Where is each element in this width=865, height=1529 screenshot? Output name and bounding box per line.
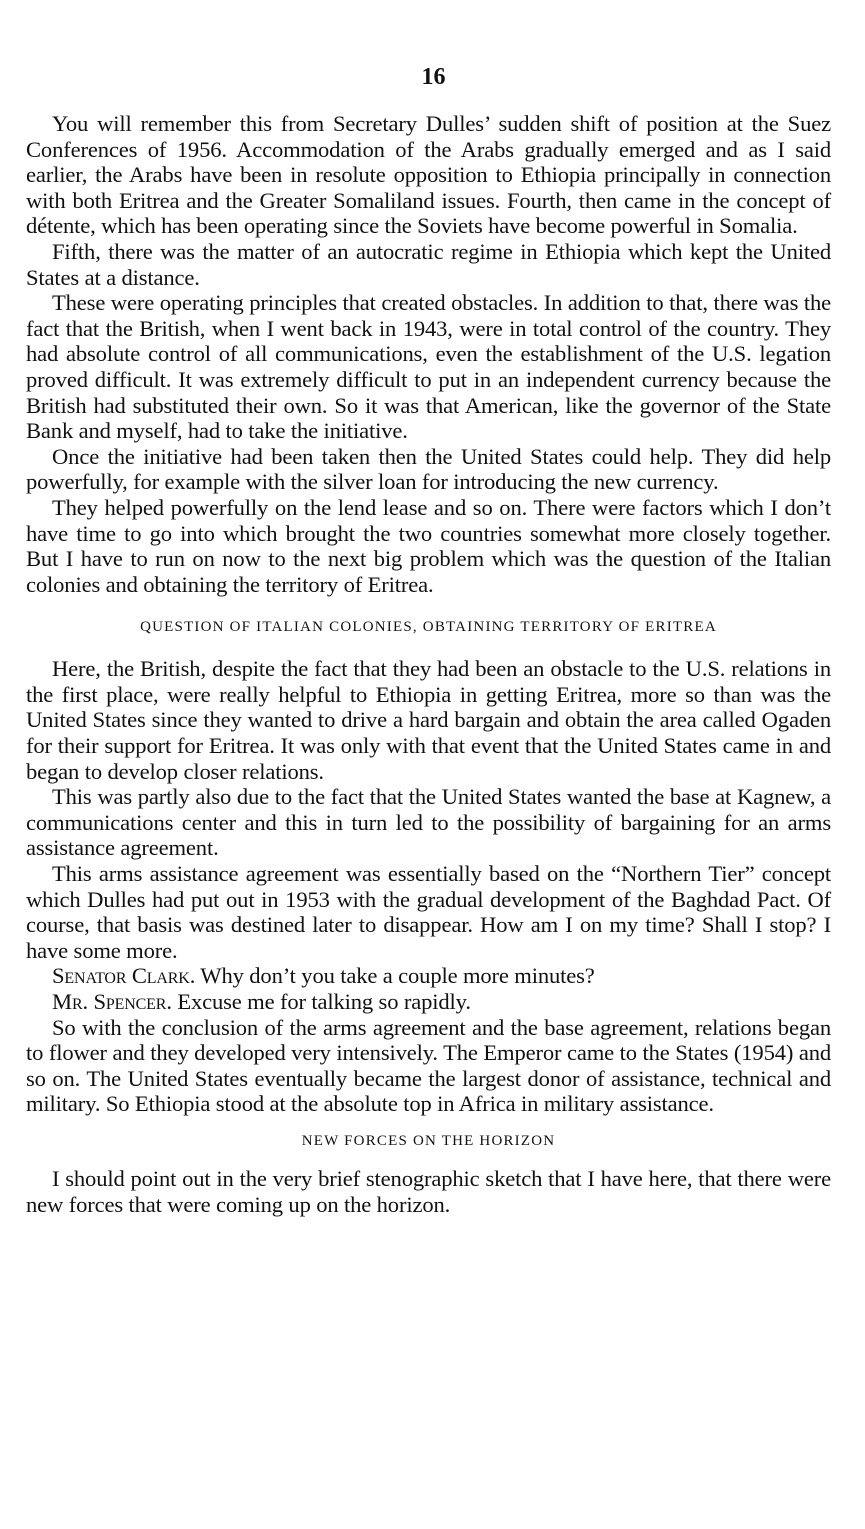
section-heading-new-forces: NEW FORCES ON THE HORIZON bbox=[301, 1132, 556, 1149]
section-heading-italian-colonies: QUESTION OF ITALIAN COLONIES, OBTAINING TERRITORY OF ERITREA bbox=[140, 619, 717, 636]
paragraph: Once the initiative had been taken then the United States could help. They did help powerfully, for example with the silver loan for introducing the new currency. bbox=[26, 443, 831, 495]
dialogue-clark bbox=[26, 963, 831, 989]
document-page bbox=[26, 0, 831, 1217]
paragraph: They helped powerfully on the lend lease and so on. There were factors which I don’t have time to go into which brought the two countries somewhat more closely together. But I have to run on now to the next big problem which was the question of the Italian colonies and obtaining the territory of Eritrea. bbox=[26, 494, 831, 597]
paragraph: Fifth, there was the matter of an autocratic regime in Ethiopia which kept the United States at a distance. bbox=[26, 238, 831, 290]
page-number: 16 bbox=[421, 64, 446, 90]
speaker-name: Mr. Spencer. bbox=[52, 989, 172, 1014]
dialogue-text: Why don’t you take a couple more minutes? bbox=[195, 963, 595, 989]
paragraph: These were operating principles that created obstacles. In addition to that, there was the fact that the British, when I went back in 1943, were in total control of the country. They had absolute control of all communications, even the establishment of the U.S. legation proved difficult. It was extremely difficult to put in an independent currency because the British had substituted their own. So it was that American, like the governor of the State Bank and myself, had to take the initiative. bbox=[26, 290, 831, 444]
paragraph: I should point out in the very brief stenographic sketch that I have here, that there were new forces that were coming up on the horizon. bbox=[26, 1165, 831, 1217]
paragraph: You will remember this from Secretary Dulles’ sudden shift of position at the Suez Conferences of 1956. Accommodation of the Arabs gradually emerged and as I said earlier, the Arabs have been in resolute opposition to Ethiopia principally in connection with both Eritrea and the Greater Somaliland issues. Fourth, then came in the concept of détente, which has been operating since the Soviets have become powerful in Somalia. bbox=[26, 111, 831, 239]
speaker-name: Senator Clark. bbox=[52, 963, 196, 989]
paragraph: This was partly also due to the fact that the United States wanted the base at Kagnew, a communications center and this in turn led to the possibility of bargaining for an arms assistance agreement. bbox=[26, 784, 831, 861]
paragraph: So with the conclusion of the arms agreement and the base agreement, relations began to flower and they developed very intensively. The Emperor came to the States (1954) and so on. The United States eventually became the largest donor of assistance, technical and military. So Ethiopia stood at the absolute top in Africa in military assistance. bbox=[26, 1014, 831, 1117]
dialogue-spencer bbox=[26, 989, 831, 1015]
paragraph: This arms assistance agreement was essentially based on the “Northern Tier” concept which Dulles had put out in 1953 with the gradual development of the Baghdad Pact. Of course, that basis was destined later to disappear. How am I on my time? Shall I stop? I have some more. bbox=[26, 861, 831, 963]
dialogue-text: Excuse me for talking so rapidly. bbox=[171, 989, 471, 1014]
paragraph: Here, the British, despite the fact that they had been an obstacle to the U.S. relations in the first place, were really helpful to Ethiopia in getting Eritrea, more so than was the United States since they wanted to drive a hard bargain and obtain the area called Ogaden for their support for Eritrea. It was only with that event that the United States came in and began to develop closer relations. bbox=[26, 656, 831, 784]
